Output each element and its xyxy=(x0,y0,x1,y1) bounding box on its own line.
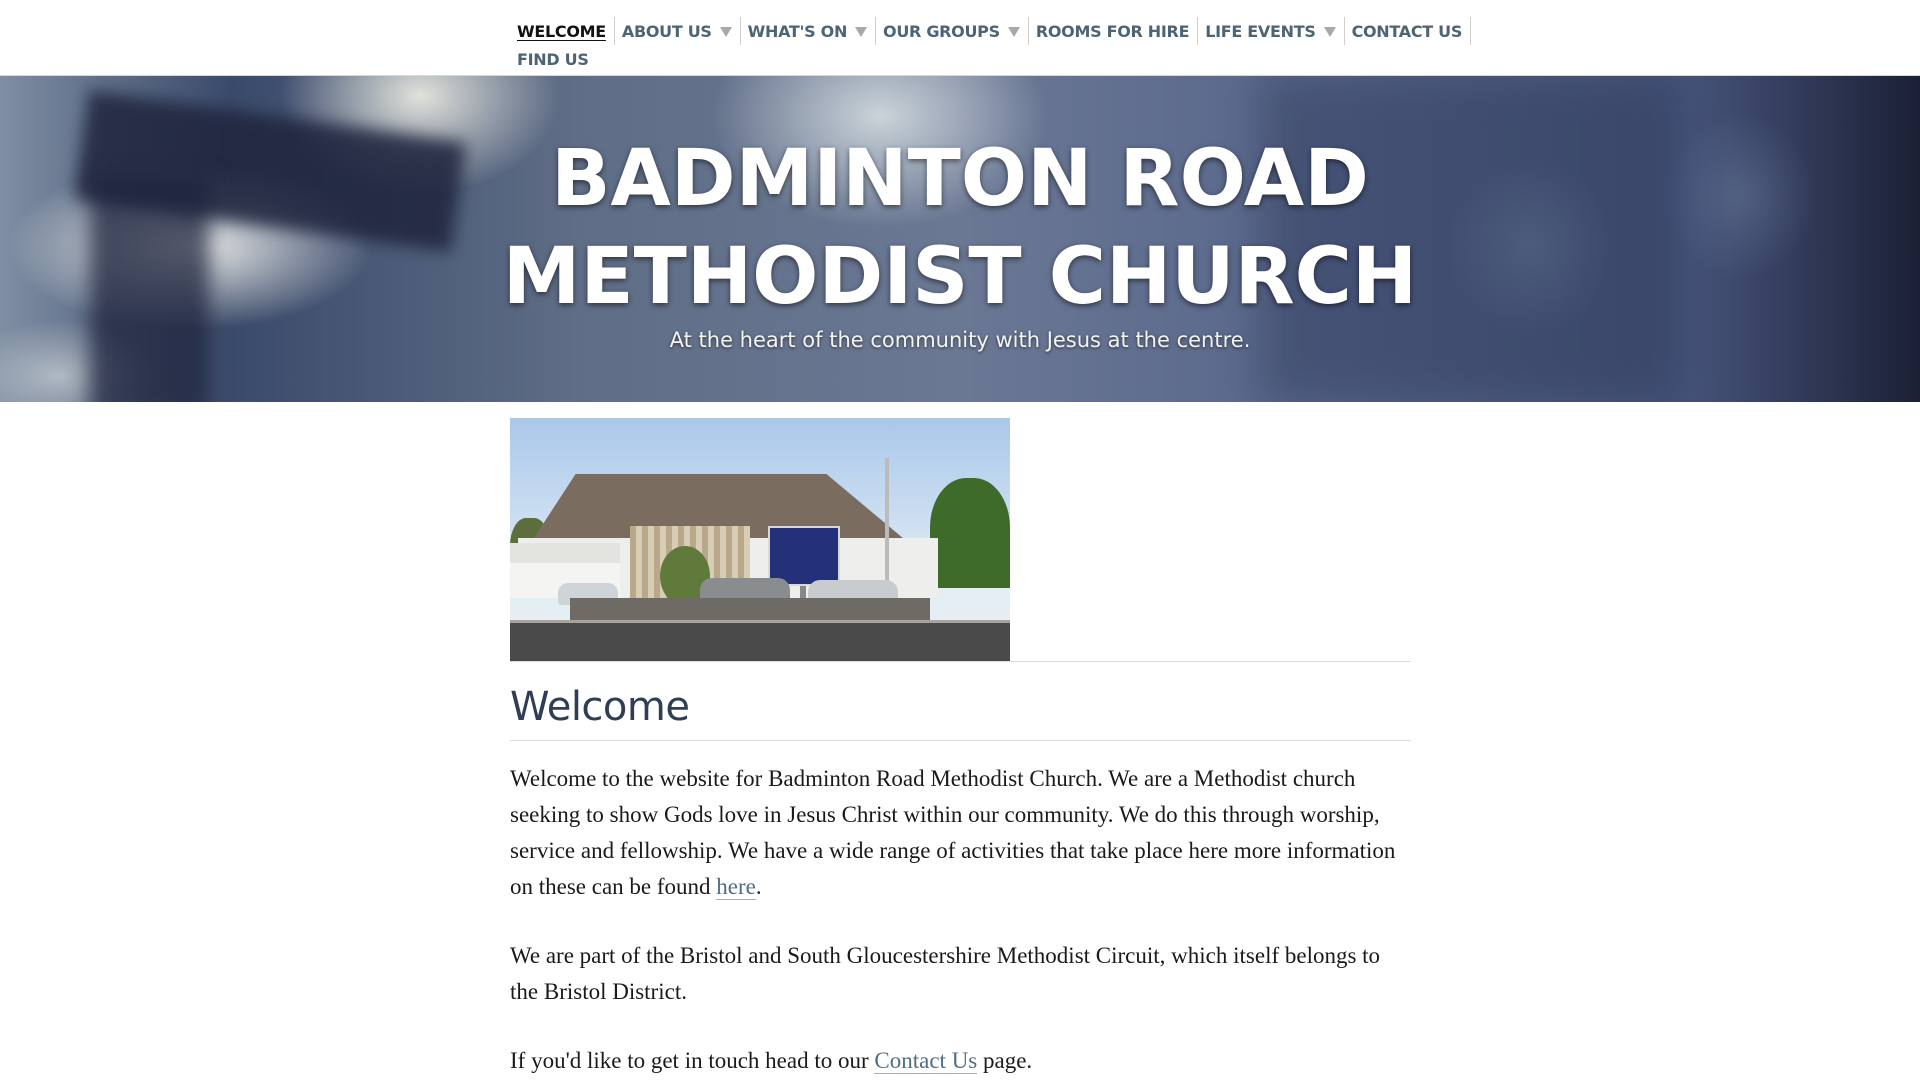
site-title[interactable] xyxy=(460,130,1460,326)
nav-item-life-events[interactable] xyxy=(1198,17,1344,45)
nav-item-find-us[interactable] xyxy=(510,45,597,73)
site-title-line-1: BADMINTON ROAD xyxy=(551,134,1369,224)
page-heading: Welcome xyxy=(510,684,690,730)
paragraph-text: page. xyxy=(977,1048,1033,1073)
caret-down-icon[interactable] xyxy=(1324,27,1336,37)
caret-down-icon[interactable] xyxy=(855,27,867,37)
nav-item-label: FIND US xyxy=(517,49,589,69)
divider xyxy=(510,661,1411,662)
photo-detail xyxy=(930,478,1010,588)
nav-item-label: WHAT'S ON xyxy=(747,21,848,41)
nav-item-label: CONTACT US xyxy=(1351,21,1463,41)
nav-item-label: LIFE EVENTS xyxy=(1205,21,1316,41)
nav-item-label: ABOUT US xyxy=(621,21,712,41)
caret-down-icon[interactable] xyxy=(1008,27,1020,37)
contact-paragraph xyxy=(510,1043,1411,1079)
paragraph-text: Welcome to the website for Badminton Road Methodist Church. We are a Methodist church seeking to show Gods love in Jesus Christ within our community. We do this through worship, service and fellowship. We have a wide range of activities that take place here more information on these can be found xyxy=(510,766,1396,899)
circuit-paragraph: We are part of the Bristol and South Gloucestershire Methodist Circuit, which itself belongs to the Bristol District. xyxy=(510,943,1381,1004)
nav-item-about-us[interactable] xyxy=(615,17,741,45)
photo-detail xyxy=(510,623,1010,661)
site-tagline: At the heart of the community with Jesus at the centre. xyxy=(669,328,1251,352)
nav-item-our-groups[interactable] xyxy=(876,17,1029,45)
caret-down-icon[interactable] xyxy=(720,27,732,37)
nav-item-rooms-for-hire[interactable] xyxy=(1029,17,1198,45)
church-sign xyxy=(768,526,840,586)
nav-item-welcome[interactable] xyxy=(510,17,615,45)
nav-item-label: OUR GROUPS xyxy=(883,21,1000,41)
nav-row-1 xyxy=(510,17,1463,45)
nav-row-2 xyxy=(510,45,1410,73)
divider xyxy=(510,740,1411,741)
nav-menu xyxy=(510,17,1463,73)
site-title-line-2: METHODIST CHURCH xyxy=(502,232,1418,322)
contact-us-link[interactable]: Contact Us xyxy=(874,1048,978,1073)
church-building-photo xyxy=(510,418,1010,661)
nav-item-label: WELCOME xyxy=(517,21,606,41)
hero-background-shape xyxy=(90,176,210,402)
paragraph-text: If you'd like to get in touch head to our xyxy=(510,1048,875,1073)
welcome-paragraph xyxy=(510,761,1411,905)
activities-link[interactable]: here xyxy=(716,874,756,899)
hero-banner xyxy=(0,76,1920,402)
paragraph-text: . xyxy=(755,874,762,899)
nav-item-contact-us[interactable] xyxy=(1345,17,1472,45)
nav-item-label: ROOMS FOR HIRE xyxy=(1035,21,1190,41)
main-content xyxy=(510,418,1411,1079)
top-navigation xyxy=(0,0,1920,76)
nav-item-whats-on[interactable] xyxy=(741,17,876,45)
